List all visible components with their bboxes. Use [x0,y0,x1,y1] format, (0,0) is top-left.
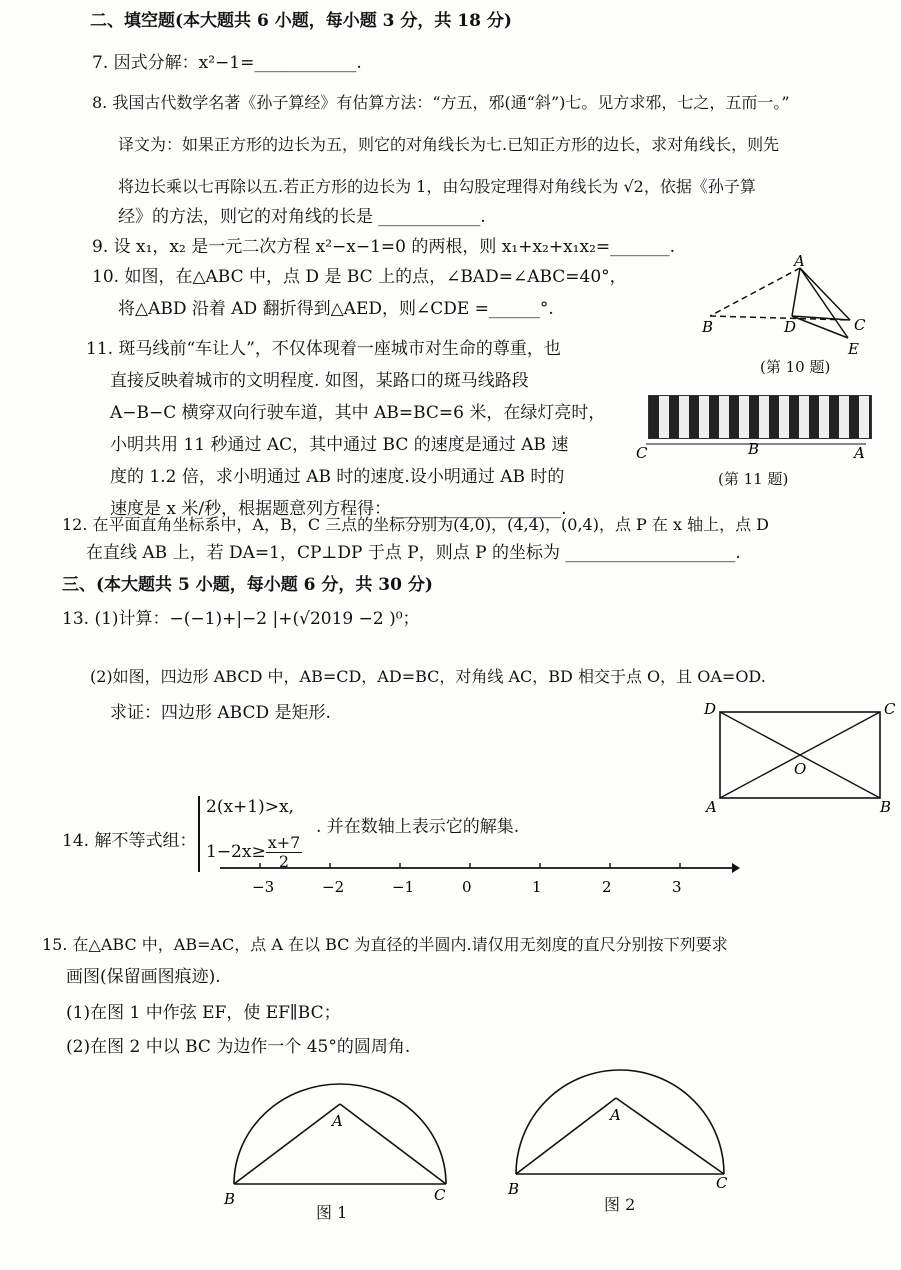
question-10-line-1: 10. 如图，在△ABC 中，点 D 是 BC 上的点，∠BAD=∠ABC=40°， [92,267,627,287]
question-15-line-1: 15. 在△ABC 中，AB=AC，点 A 在以 BC 为直径的半圆内.请仅用无刻度的直尺分别按下列要求 [42,935,728,954]
question-12-line-1: 12. 在平面直角坐标系中，A，B，C 三点的坐标分别为(4,0)，(4,4)，(0,4)，点 P 在 x 轴上，点 D [62,515,770,534]
question-8-line-3: 将边长乘以七再除以五.若正方形的边长为 1，由勾股定理得对角线长为 √2，依据《孙子算 [118,177,756,196]
figure-10-caption: (第 10 题) [760,358,831,376]
question-9: 9. 设 x₁，x₂ 是一元二次方程 x²−x−1=0 的两根，则 x₁+x₂+x₁x₂=_______. [92,237,676,257]
fig10-ac [800,268,850,320]
fig15-1-label-b: B [224,1190,236,1208]
number-line-tick-label: 2 [602,878,612,896]
crosswalk-photo [648,395,872,439]
question-7: 7. 因式分解：x²−1=____________. [92,53,362,73]
number-line-tick-label: −2 [322,878,345,896]
fig15-1-label-a: A [332,1112,343,1130]
fig11-label-b: B [748,440,760,458]
question-11-line-2: 直接反映着城市的文明程度. 如图，某路口的斑马线路段 [110,371,529,391]
fig11-label-c: C [636,444,648,462]
fig15-2-label-c: C [716,1174,728,1192]
figure-13-rectangle [700,700,900,824]
section-2-header: 二、填空题(本大题共 6 小题，每小题 3 分，共 18 分) [90,11,512,31]
number-line-arrow-icon [732,863,740,873]
fig15-2-label-b: B [508,1180,520,1198]
fraction-numerator: x+7 [267,833,301,852]
question-14-suffix: . 并在数轴上表示它的解集. [316,817,520,837]
question-15-line-2: 画图(保留画图痕迹). [66,967,221,987]
number-line-tick-label: 1 [532,878,542,896]
figure-11-caption: (第 11 题) [718,470,789,488]
figure-10 [700,252,880,372]
number-line-tick-label: 3 [672,878,682,896]
question-8-line-4: 经》的方法，则它的对角线的长是 ____________. [118,207,486,227]
section-3-header: 三、(本大题共 5 小题，每小题 6 分，共 30 分) [62,575,433,595]
fraction-denominator: 2 [278,852,290,871]
fig13-label-c: C [884,700,896,718]
question-15-part-2: (2)在图 2 中以 BC 为边作一个 45°的圆周角. [66,1037,411,1057]
figure-11-labels [636,440,876,470]
question-11-line-1: 11. 斑马线前“车让人”，不仅体现着一座城市对生命的尊重，也 [86,339,561,359]
fig10-label-b: B [702,318,714,336]
fig10-label-d: D [784,318,797,336]
question-15-part-1: (1)在图 1 中作弦 EF，使 EF∥BC； [66,1003,341,1023]
question-8-line-2: 译文为：如果正方形的边长为五，则它的对角线长为七.已知正方形的边长，求对角线长，则先 [118,135,780,154]
question-13-part-1: 13. (1)计算：−(−1)+|−2 |+(√2019 −2 )⁰； [62,609,420,629]
fig10-ab-dashed [710,268,800,316]
number-line-tick-label: −1 [392,878,415,896]
fig13-label-a: A [706,798,717,816]
fig10-ad [792,268,800,316]
question-11-line-6: 速度是 x 米/秒，根据题意列方程得：____________________. [110,499,567,519]
fig15-1-ac [340,1104,446,1184]
question-11-line-4: 小明共用 11 秒通过 AC，其中通过 BC 的速度是通过 AB 速 [110,435,569,455]
fig10-label-a: A [794,252,805,270]
question-11-line-3: A−B−C 横穿双向行驶车道，其中 AB=BC=6 米，在绿灯亮时， [110,403,606,423]
fig15-2-label-a: A [610,1106,621,1124]
number-line [220,858,740,912]
fig13-label-o: O [794,760,807,778]
question-8-line-1: 8. 我国古代数学名著《孙子算经》有估算方法：“方五，邪(通“斜”)七。见方求邪，七之，五而一。” [92,93,790,112]
fig15-1-label-c: C [434,1186,446,1204]
fig13-label-d: D [704,700,717,718]
question-11-line-5: 度的 1.2 倍，求小明通过 AB 时的速度.设小明通过 AB 时的 [110,467,565,487]
fig15-1-ab [234,1104,340,1184]
figure-15-1-caption: 图 1 [316,1203,348,1222]
question-13-part-2-line-1: (2)如图，四边形 ABCD 中，AB=CD，AD=BC，对角线 AC，BD 相交于点 O，且 OA=OD. [90,667,766,686]
fig10-ae [800,268,848,338]
inequality-brace [198,796,200,872]
fig10-label-c: C [854,316,866,334]
inequality-1: 2(x+1)>x, [206,797,294,817]
fig11-label-a: A [854,444,865,462]
fig15-2-ab [516,1098,616,1174]
figure-15-2-caption: 图 2 [604,1195,636,1214]
number-line-tick-label: −3 [252,878,275,896]
question-14-prefix: 14. 解不等式组： [62,831,197,851]
question-13-part-2-line-2: 求证：四边形 ABCD 是矩形. [110,703,331,723]
number-line-tick-label: 0 [462,878,472,896]
fig10-label-e: E [848,340,859,358]
question-10-line-2: 将△ABD 沿着 AD 翻折得到△AED，则∠CDE =______°. [118,299,554,319]
fig15-2-ac [616,1098,724,1174]
fig13-label-b: B [880,798,892,816]
fig15-1-semicircle [234,1084,446,1184]
question-12-line-2: 在直线 AB 上，若 DA=1，CP⊥DP 于点 P，则点 P 的坐标为 ____________________. [86,543,741,563]
inequality-2-left: 1−2x≥ [206,842,266,862]
